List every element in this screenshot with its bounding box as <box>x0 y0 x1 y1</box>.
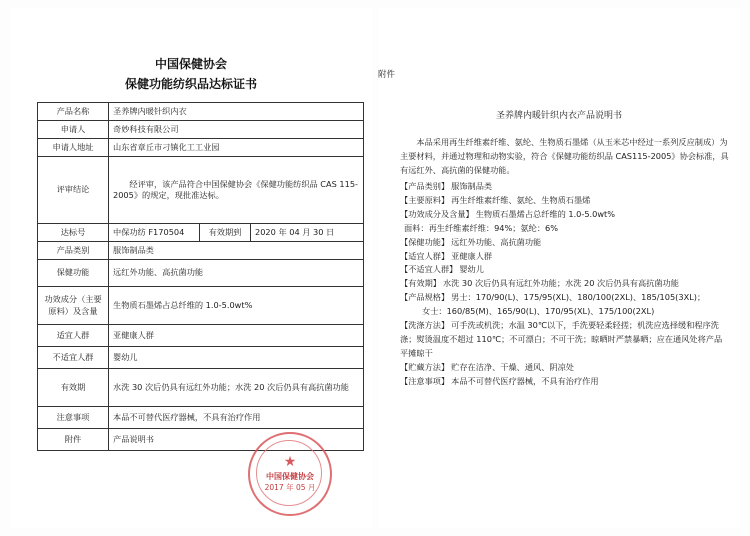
manual-item <box>400 236 730 250</box>
item-label: 【保健功能】 <box>400 236 450 247</box>
certificate-org-title: 中国保健协会 <box>154 57 227 71</box>
row-function <box>38 260 364 287</box>
row-unsuitable <box>38 347 364 369</box>
value-number: 中保功纺 F170504 <box>109 224 200 242</box>
label-ingredient: 功效成分（主要原料）及含量 <box>38 287 109 325</box>
item-label: 【不适宜人群】 <box>400 264 458 275</box>
value-ingredient: 生物质石墨烯占总纤维的 1.0-5.0wt% <box>109 287 364 325</box>
label-product-name: 产品名称 <box>38 103 109 121</box>
manual-item <box>400 291 730 305</box>
item-value: 生物质石墨烯占总纤维的 1.0-5.0wt% <box>475 208 616 219</box>
manual-item <box>400 180 730 194</box>
row-applicant <box>38 121 364 139</box>
value-applicant: 奇妙科技有限公司 <box>109 121 364 139</box>
manual-fabric: 面料：再生纤维素纤维：94%；氨纶：6% <box>404 222 558 233</box>
label-number: 达标号 <box>38 224 109 242</box>
item-value: 男士：170/90(L)、175/95(XL)、180/100(2XL)、185/105(3XL)； <box>451 292 706 303</box>
certificate-table <box>37 102 364 451</box>
item-label: 【适宜人群】 <box>400 250 450 261</box>
item-label: 【主要原料】 <box>400 194 450 205</box>
item-label: 【产品规格】 <box>400 292 450 303</box>
value-validity: 水洗 30 次后仍具有远红外功能；水洗 20 次后仍具有高抗菌功能 <box>109 369 364 407</box>
manual-notes <box>400 375 730 389</box>
manual-intro: 本品采用再生纤维素纤维、氨纶、生物质石墨烯（从玉米芯中经过一系列反应制成）为主要材料，并通过物理和动物实验，符合《保健功能纺织品 CAS115-2005》协会标准，具有远红外、高抗菌的保健功能。 <box>400 137 729 175</box>
value-function: 远红外功能、高抗菌功能 <box>109 260 364 287</box>
item-value: 可手洗或机洗；水温 30℃以下，手洗要轻柔轻搓；机洗应选择缓和程序洗涤；熨烫温度不超过 110℃；不可漂白；不可干洗；晾晒时严禁暴晒；应在通风处将产品平摊晾干 <box>400 320 723 359</box>
item-label: 【产品类别】 <box>400 180 450 191</box>
annex-label: 附件 <box>378 70 396 80</box>
label-review: 评审结论 <box>38 157 109 224</box>
row-notes <box>38 407 364 429</box>
label-applicant: 申请人 <box>38 121 109 139</box>
manual-item <box>400 208 730 222</box>
manual-item <box>400 250 730 264</box>
manual-item <box>400 263 730 277</box>
item-label: 【洗涤方法】 <box>400 320 450 331</box>
item-value: 贮存在洁净、干燥、通风、阴凉处 <box>451 362 574 372</box>
label-suitable: 适宜人群 <box>38 325 109 347</box>
value-category: 服饰制品类 <box>109 242 364 260</box>
item-label: 【有效期】 <box>400 278 441 289</box>
manual-storage <box>400 361 730 375</box>
item-label: 【贮藏方法】 <box>400 362 450 372</box>
certificate-page <box>10 8 372 528</box>
value-product-name: 圣养牌内暖针织内衣 <box>109 103 364 121</box>
item-value: 服饰制品类 <box>451 180 493 191</box>
manual-wash <box>400 319 730 361</box>
official-seal <box>248 432 332 516</box>
row-validity <box>38 369 364 407</box>
item-label: 【功效成分及含量】 <box>400 208 474 219</box>
item-value: 婴幼儿 <box>459 264 484 275</box>
label-validity: 有效期 <box>38 369 109 407</box>
value-review: 经评审，该产品符合中国保健协会《保健功能纺织品 CAS 115-2005》的规定，现批准达标。 <box>109 157 364 224</box>
label-expiry: 有效期到 <box>200 224 251 242</box>
label-address: 申请人地址 <box>38 139 109 157</box>
seal-org-name: 中国保健协会 <box>266 472 314 481</box>
manual-item <box>400 194 730 208</box>
value-address: 山东省章丘市刁镇化工工业园 <box>109 139 364 157</box>
manual-body <box>400 136 730 389</box>
item-value: 再生纤维素纤维、氨纶、生物质石墨烯 <box>451 194 591 205</box>
manual-size-women: 女士：160/85(M)、165/90(L)、170/95(XL)、175/100(2XL) <box>422 306 655 317</box>
row-address <box>38 139 364 157</box>
label-category: 产品类别 <box>38 242 109 260</box>
item-value: 亚健康人群 <box>451 250 493 261</box>
label-notes: 注意事项 <box>38 407 109 429</box>
item-value: 远红外功能、高抗菌功能 <box>451 236 542 247</box>
manual-item <box>400 277 730 291</box>
row-number <box>38 224 364 242</box>
value-attachment: 产品说明书 <box>109 429 364 451</box>
value-unsuitable: 婴幼儿 <box>109 347 364 369</box>
label-unsuitable: 不适宜人群 <box>38 347 109 369</box>
row-category <box>38 242 364 260</box>
seal-date: 2017 年 05 月 <box>264 483 316 492</box>
certificate-title: 保健功能纺织品达标证书 <box>124 77 257 91</box>
manual-title: 圣养牌内暖针织内衣产品说明书 <box>495 111 622 121</box>
manual-page <box>378 8 740 528</box>
label-attachment: 附件 <box>38 429 109 451</box>
row-suitable <box>38 325 364 347</box>
row-review <box>38 157 364 224</box>
row-product-name <box>38 103 364 121</box>
item-label: 【注意事项】 <box>400 375 450 386</box>
row-ingredient <box>38 287 364 325</box>
value-expiry: 2020 年 04 月 30 日 <box>251 224 364 242</box>
label-function: 保健功能 <box>38 260 109 287</box>
value-suitable: 亚健康人群 <box>109 325 364 347</box>
value-notes: 本品不可替代医疗器械，不具有治疗作用 <box>109 407 364 429</box>
item-value: 本品不可替代医疗器械，不具有治疗作用 <box>451 375 599 386</box>
item-value: 水洗 30 次后仍具有远红外功能；水洗 20 次后仍具有高抗菌功能 <box>442 278 679 289</box>
seal-star-icon: ★ <box>283 454 297 470</box>
